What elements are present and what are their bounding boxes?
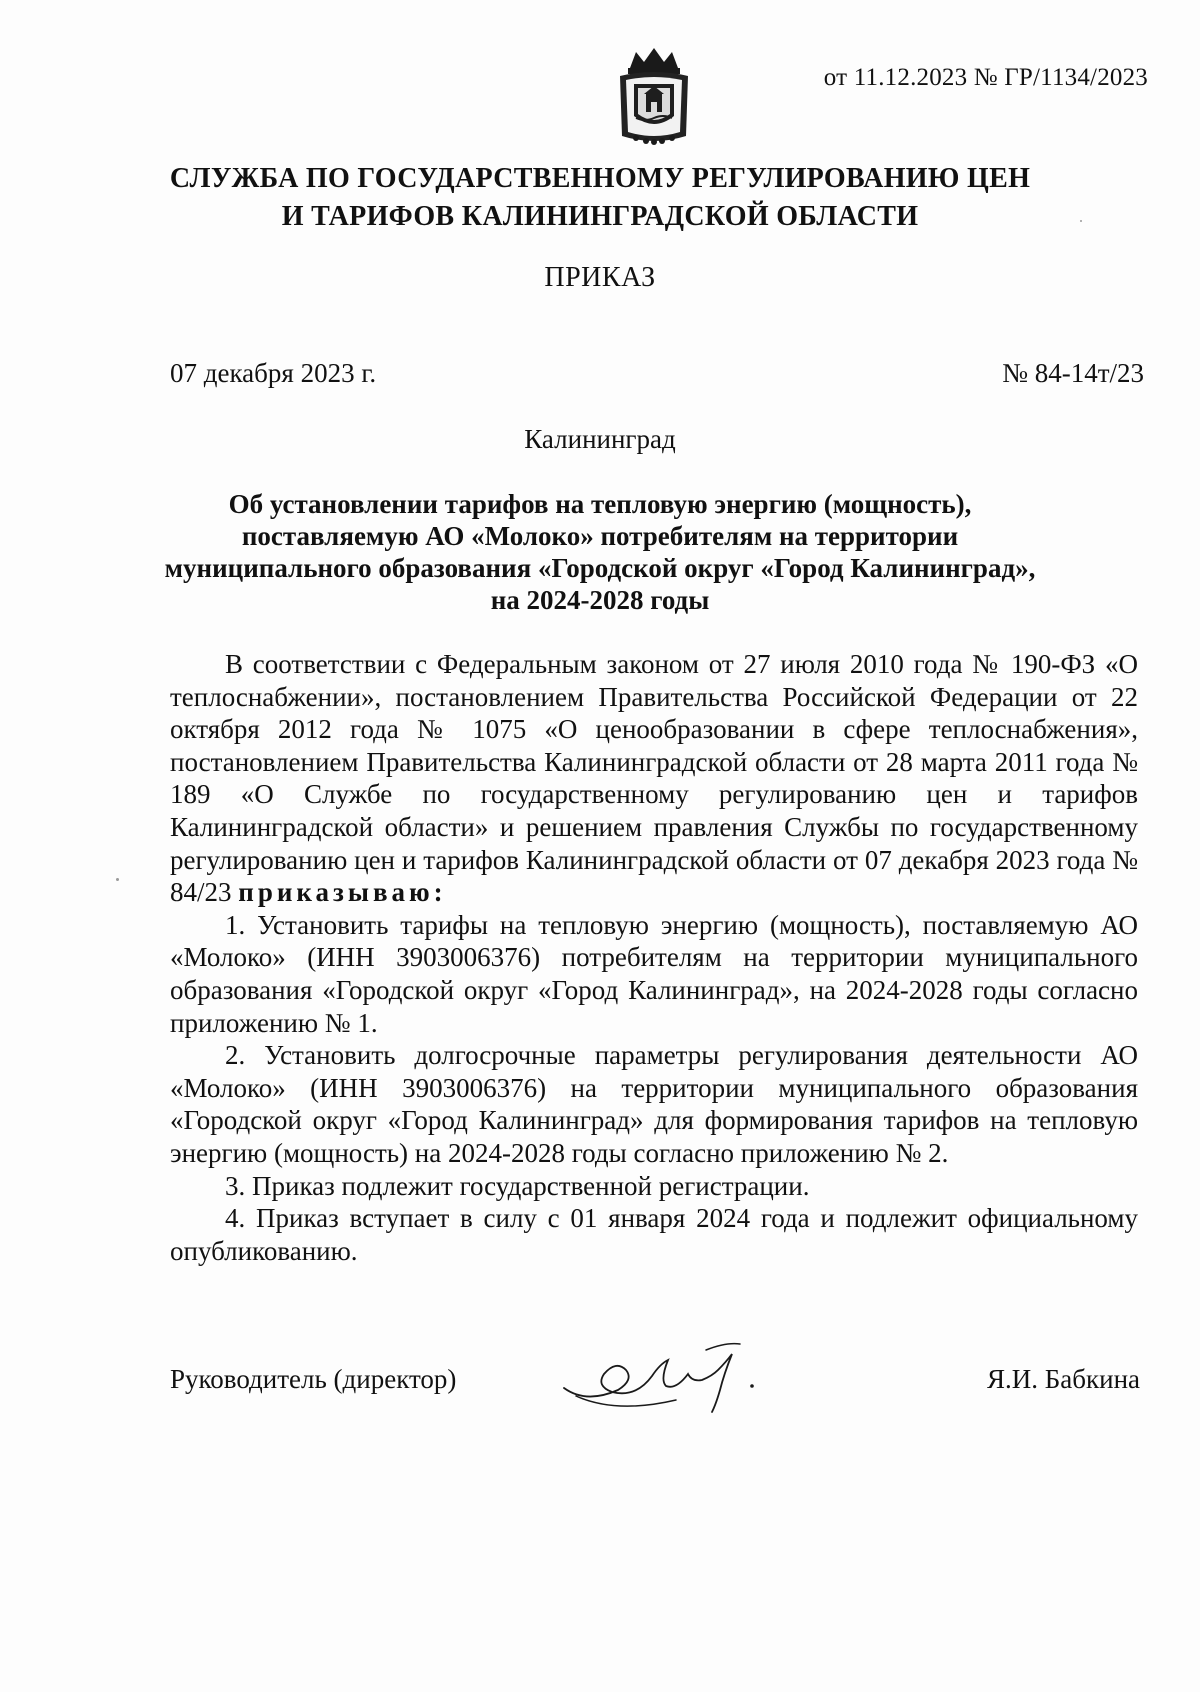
document-number: № 84-14т/23 — [1002, 358, 1144, 388]
subject-line: муниципального образования «Городской округ «Город Калининград», — [164, 553, 1036, 583]
order-word: приказываю: — [238, 877, 447, 908]
document-body — [170, 648, 1138, 1267]
preamble-paragraph — [170, 648, 1138, 909]
order-item: 2. Установить долгосрочные параметры регулирования деятельности АО «Молоко» (ИНН 3903006376) на территории муниципального образования «Городской округ «Город Калининград» для формирования тарифов на тепловую энергию (мощность) на 2024-2028 годы согласно приложению № 2. — [170, 1040, 1138, 1168]
handwritten-signature-icon — [556, 1330, 776, 1420]
organization-title-line: И ТАРИФОВ КАЛИНИНГРАДСКОЙ ОБЛАСТИ — [281, 201, 919, 232]
order-item: 1. Установить тарифы на тепловую энергию (мощность), поставляемую АО «Молоко» (ИНН 3903006376) потребителям на территории муниципального образования «Городской округ «Город Калининград», на 2024-2028 годы согласно приложению № 1. — [170, 909, 1138, 1038]
subject-line: на 2024-2028 годы — [490, 585, 710, 615]
subject-line: Об установлении тарифов на тепловую энергию (мощность), — [228, 489, 972, 519]
document-type: ПРИКАЗ — [544, 262, 656, 293]
order-item: 4. Приказ вступает в силу с 01 января 2024 года и подлежит официальному опубликованию. — [170, 1203, 1138, 1266]
scan-speck — [1080, 220, 1082, 222]
registration-stamp: от 11.12.2023 № ГР/1134/2023 — [823, 64, 1148, 91]
organization-title-line: СЛУЖБА ПО ГОСУДАРСТВЕННОМУ РЕГУЛИРОВАНИЮ ЦЕН — [169, 163, 1031, 194]
scan-speck — [116, 878, 119, 881]
subject-line: поставляемую АО «Молоко» потребителям на территории — [241, 521, 959, 551]
signer-position: Руководитель (директор) — [170, 1364, 457, 1394]
coat-of-arms-icon — [616, 46, 692, 148]
document-city: Калининград — [524, 424, 676, 454]
order-item: 3. Приказ подлежит государственной регистрации. — [225, 1170, 810, 1201]
organization-title — [0, 160, 1200, 236]
signer-name: Я.И. Бабкина — [987, 1364, 1140, 1394]
document-date: 07 декабря 2023 г. — [170, 358, 377, 388]
document-subject — [150, 488, 1050, 616]
preamble-text: В соответствии с Федеральным законом от 27 июля 2010 года № 190-ФЗ «О теплоснабжении», постановлением Правительства Российской Федерации от 22 октября 2012 года № 1075 «О ценообразовании в сфере теплоснабжения», постановлением Правительства Калининградской области от 28 марта 2011 года № 189 «О Службе по государственному регулированию цен и тарифов Калининградской области» и решением правления Службы по государственному регулированию цен и тарифов Калининградской области от 07 декабря 2023 года № 84/23 — [170, 649, 1138, 908]
